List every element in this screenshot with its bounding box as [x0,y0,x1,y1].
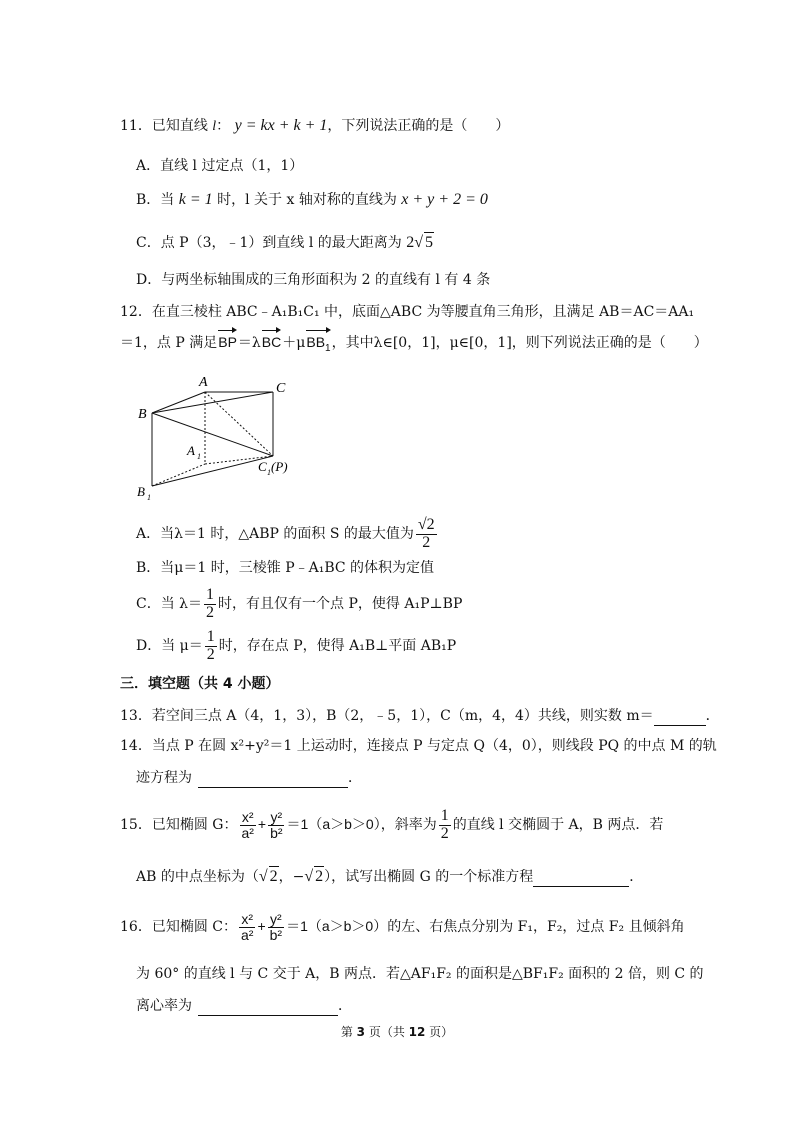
q16-line1: 16．已知椭圆 C： $\frac{\text{x²}}{\text{a²}}$ + $\frac{\text{y²}}{\text{b²}}$ ＝1（a＞b＞0）的左、右焦点分别为 F₁，F₂，过点 F₂ 且倾斜角 [120,910,685,943]
q15-line2: AB 的中点坐标为（√ 2，−√ 2），试写出椭圆 G 的一个标准方程 ． [136,868,644,885]
q16-line3: 离心率为 ． [136,998,352,1014]
label-c1p-tail: (P) [271,459,288,474]
q14-line1: 14．当点 P 在圆 x²+y²＝1 上运动时，连接点 P 与定点 Q（4，0），则线段 PQ 的中点 M 的轨 [120,738,717,754]
label-b1: B [137,484,145,499]
q15-answer-blank[interactable] [533,872,629,887]
label-a: A [199,375,208,390]
label-b: B [138,407,147,422]
q11-option-c: C．点 P（3，﹣1）到直线 l 的最大距离为 2√ 5 [136,234,434,251]
q12-stem-line2: ＝1，点 P 满足BP＝λBC＋μBB$_1$，其中λ∈[0，1]，μ∈[0，1]，则下列说法正确的是（ ） [120,332,708,359]
label-c: C [276,381,286,396]
q12-option-a: A．当λ＝1 时，△ABP 的面积 S 的最大值为 $\frac{√2}{2}$ [136,515,435,551]
label-c1p: C [258,459,267,474]
label-a1: A [187,443,195,458]
label-b1-sub: 1 [147,493,151,502]
vector-bb1: $BB_1$ [306,332,330,359]
q11-equation: y = kx + k + 1 [234,117,328,134]
vector-bp: BP [218,334,237,350]
q11-stem: 11．已知直线 l： y = kx + k + 1，下列说法正确的是（ ） [120,117,510,134]
q11-option-a: A．直线 l 过定点（1，1） [136,158,304,174]
q15-line1: 15．已知椭圆 G： $\frac{\text{x²}}{\text{a²}}$ + $\frac{\text{y²}}{\text{b²}}$ ＝1（a＞b＞0），斜率为 $\frac{1}{2}$ 的直线 l 交椭圆于 A，B 两点．若 [120,806,664,842]
page-footer: 第 3 页（共 12 页） [340,1025,454,1039]
q14-answer-blank[interactable] [198,773,348,788]
label-a1-sub: 1 [197,452,201,461]
q14-line2: 迹方程为 ． [136,770,362,786]
page-total: 12 [408,1025,426,1039]
q13-answer-blank[interactable] [654,711,706,726]
page-number: 3 [356,1025,365,1039]
q12-option-d: D．当 μ＝ $\frac{1}{2}$ 时，存在点 P，使得 A₁B⊥平面 AB₁P [136,627,457,663]
q11-option-b: B．当 k = 1 时，l 关于 x 轴对称的直线为 x + y + 2 = 0 [136,191,488,208]
q13: 13．若空间三点 A（4，1，3），B（2，﹣5，1），C（m，4，4）共线，则实数 m＝ ． [120,708,720,724]
q12-option-b: B．当μ＝1 时，三棱锥 P﹣A₁BC 的体积为定值 [136,560,435,576]
q12-option-c: C．当 λ＝ $\frac{1}{2}$ 时，有且仅有一个点 P，使得 A₁P⊥BP [136,585,463,621]
section-3-heading: 三．填空题（共 4 小题） [120,676,280,692]
q16-line2: 为 60° 的直线 l 与 C 交于 A，B 两点．若△AF₁F₂ 的面积是△BF₁F₂ 面积的 2 倍，则 C 的 [136,966,704,982]
q11-option-d: D．与两坐标轴围成的三角形面积为 2 的直线有 l 有 4 条 [136,272,491,288]
vector-bc: BC [261,334,282,350]
prism-figure [130,370,310,505]
label-c1p-sub: 1 [267,468,271,477]
q16-answer-blank[interactable] [198,1001,338,1016]
q12-stem-line1: 12．在直三棱柱 ABC﹣A₁B₁C₁ 中，底面△ABC 为等腰直角三角形，且满足 AB＝AC＝AA₁ [120,304,695,320]
